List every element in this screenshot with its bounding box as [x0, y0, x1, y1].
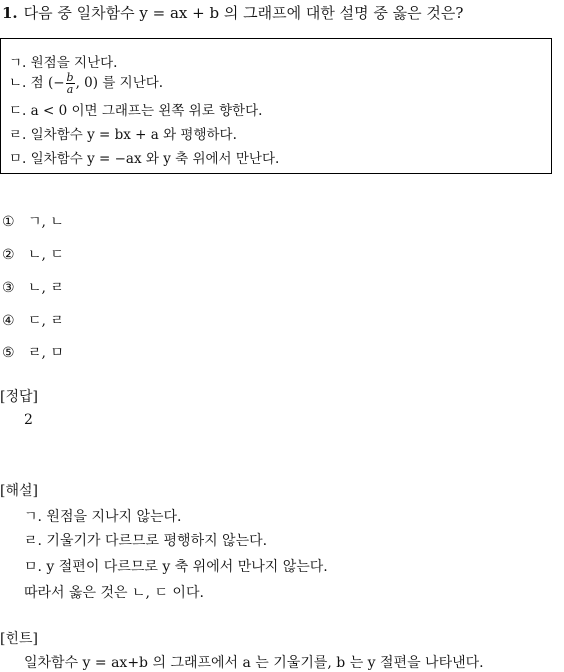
condition-1: ㄱ. 원점을 지난다. [9, 55, 118, 71]
choice-1-mark: ① [2, 214, 15, 230]
choice-3[interactable] [2, 277, 64, 297]
condition-2-suffix: , 0) 를 지난다. [75, 75, 164, 91]
condition-5: ㅁ. 일차함수 y = −ax 와 y 축 위에서 만난다. [9, 151, 280, 167]
condition-3: ㄷ. a < 0 이면 그래프는 왼쪽 위로 향한다. [9, 103, 263, 119]
answer-value: 2 [24, 412, 33, 428]
conditions-box [0, 38, 552, 174]
choice-3-text: ㄴ, ㄹ [28, 280, 64, 296]
explanation-line-3: ㅁ. y 절편이 다르므로 y 축 위에서 만나지 않는다. [24, 559, 328, 575]
hint-heading: [힌트] [0, 631, 38, 647]
condition-2 [9, 71, 163, 95]
choice-3-mark: ③ [2, 280, 15, 296]
question-line [2, 2, 463, 23]
choice-1-text: ㄱ, ㄴ [28, 214, 64, 230]
choice-4-mark: ④ [2, 313, 15, 329]
fraction-numerator: b [66, 71, 74, 84]
choice-2-text: ㄴ, ㄷ [28, 247, 64, 263]
choice-5-mark: ⑤ [2, 345, 15, 361]
explanation-line-1: ㄱ. 원점을 지나지 않는다. [24, 509, 182, 525]
fraction-denominator: a [66, 83, 74, 96]
choice-4-text: ㄷ, ㄹ [28, 313, 64, 329]
question-number: 1. [2, 4, 18, 22]
choice-5-text: ㄹ, ㅁ [28, 345, 64, 361]
explanation-line-2: ㄹ. 기울기가 다르므로 평행하지 않는다. [24, 533, 268, 549]
choice-2[interactable] [2, 244, 64, 264]
explanation-line-4: 따라서 옳은 것은 ㄴ, ㄷ 이다. [24, 585, 204, 601]
condition-4: ㄹ. 일차함수 y = bx + a 와 평행하다. [9, 127, 237, 143]
fraction-b-over-a [66, 72, 75, 95]
explanation-heading: [해설] [0, 483, 38, 499]
choice-2-mark: ② [2, 247, 15, 263]
choice-4[interactable] [2, 310, 64, 330]
condition-2-prefix: ㄴ. 점 (− [9, 75, 65, 91]
choice-1[interactable] [2, 211, 64, 231]
answer-heading: [정답] [0, 389, 38, 405]
hint-text: 일차함수 y = ax+b 의 그래프에서 a 는 기울기를, b 는 y 절편을 나타낸다. [24, 655, 484, 671]
choice-5[interactable] [2, 342, 64, 362]
question-text: 다음 중 일차함수 y = ax + b 의 그래프에 대한 설명 중 옳은 것은? [23, 4, 464, 22]
